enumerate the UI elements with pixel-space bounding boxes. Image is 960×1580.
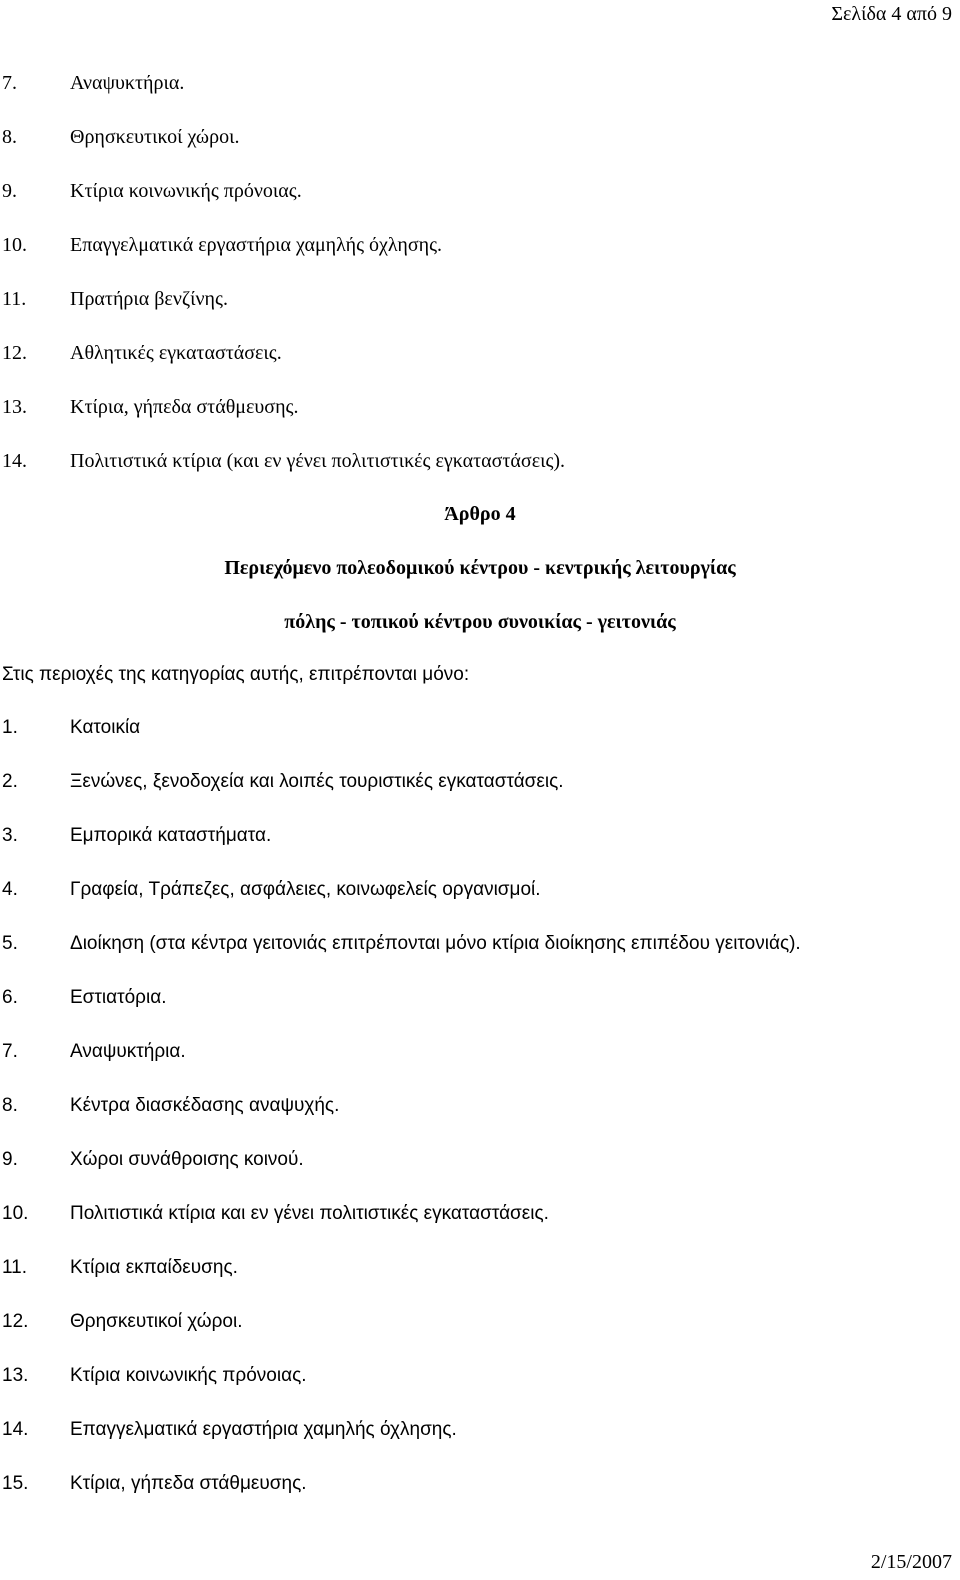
list-item <box>0 1133 960 1187</box>
list-item-text: Γραφεία, Τράπεζες, ασφάλειες, κοινωφελείς οργανισμοί. <box>70 879 541 900</box>
list-item-text: Διοίκηση (στα κέντρα γειτονιάς επιτρέπονται μόνο κτίρια διοίκησης επιπέδου γειτονιάς). <box>70 933 801 954</box>
list-item-number: 10. <box>2 233 27 256</box>
list-item <box>0 272 960 326</box>
list-item-text: Ξενώνες, ξενοδοχεία και λοιπές τουριστικές εγκαταστάσεις. <box>70 771 564 792</box>
article-subtitle-line1: Περιεχόμενο πολεοδομικού κέντρου - κεντρικής λειτουργίας <box>224 557 736 579</box>
list-item <box>0 1187 960 1241</box>
list-item-text: Πρατήρια βενζίνης. <box>70 287 228 310</box>
page-number: Σελίδα 4 από 9 <box>831 3 952 25</box>
list-item-text: Αθλητικές εγκαταστάσεις. <box>70 341 282 364</box>
list-item-number: 11. <box>2 287 27 310</box>
article-title: Άρθρο 4 <box>444 503 516 525</box>
list-item-text: Κέντρα διασκέδασης αναψυχής. <box>70 1095 340 1116</box>
list-item <box>0 917 960 971</box>
list-item <box>0 863 960 917</box>
list-item-number: 15. <box>2 1473 29 1494</box>
list-item-number: 7. <box>2 71 17 94</box>
list-item <box>0 434 960 488</box>
list-item <box>0 380 960 434</box>
list-item <box>0 809 960 863</box>
list-item-number: 5. <box>2 933 18 954</box>
list-item-number: 8. <box>2 1095 18 1116</box>
list-item-text: Εστιατόρια. <box>70 987 167 1008</box>
list-item-number: 7. <box>2 1041 18 1062</box>
list-item-number: 4. <box>2 879 18 900</box>
list-item <box>0 1349 960 1403</box>
list-item <box>0 755 960 809</box>
list-item-text: Αναψυκτήρια. <box>70 71 185 94</box>
list-item-number: 1. <box>2 717 18 738</box>
list-item-text: Χώροι συνάθροισης κοινού. <box>70 1149 304 1170</box>
list-item-number: 12. <box>2 341 27 364</box>
list-item-text: Επαγγελματικά εργαστήρια χαμηλής όχλησης. <box>70 1419 457 1440</box>
permitted-uses-list <box>0 701 960 1511</box>
list-item-number: 11. <box>2 1257 28 1278</box>
list-item <box>0 1079 960 1133</box>
list-item-text: Θρησκευτικοί χώροι. <box>70 125 240 148</box>
article-subtitle-line2: πόλης - τοπικού κέντρου συνοικίας - γειτονιάς <box>284 611 676 633</box>
list-item <box>0 701 960 755</box>
list-item <box>0 1457 960 1511</box>
list-item-number: 9. <box>2 179 17 202</box>
list-item <box>0 1241 960 1295</box>
list-item <box>0 1025 960 1079</box>
list-item-text: Εμπορικά καταστήματα. <box>70 825 272 846</box>
list-item <box>0 1403 960 1457</box>
list-item-text: Αναψυκτήρια. <box>70 1041 186 1062</box>
list-item <box>0 218 960 272</box>
footer-date: 2/15/2007 <box>870 1551 952 1573</box>
list-item-text: Επαγγελματικά εργαστήρια χαμηλής όχλησης. <box>70 233 443 256</box>
list-item <box>0 326 960 380</box>
list-item-text: Κτίρια κοινωνικής πρόνοιας. <box>70 1365 307 1386</box>
list-item-text: Κτίρια, γήπεδα στάθμευσης. <box>70 395 299 418</box>
list-item <box>0 1295 960 1349</box>
intro-paragraph: Στις περιοχές της κατηγορίας αυτής, επιτρέπονται μόνο: <box>2 664 470 685</box>
list-item-text: Κτίρια εκπαίδευσης. <box>70 1257 238 1278</box>
list-item-text: Κτίρια κοινωνικής πρόνοιας. <box>70 179 302 202</box>
list-item-number: 9. <box>2 1149 18 1170</box>
list-item-text: Θρησκευτικοί χώροι. <box>70 1311 243 1332</box>
list-item <box>0 110 960 164</box>
list-item-text: Πολιτιστικά κτίρια (και εν γένει πολιτιστικές εγκαταστάσεις). <box>70 449 566 472</box>
list-item <box>0 56 960 110</box>
list-item-number: 10. <box>2 1203 29 1224</box>
list-item-number: 14. <box>2 449 27 472</box>
uses-list-continued <box>0 56 960 488</box>
list-item-text: Κατοικία <box>70 717 141 738</box>
list-item-number: 13. <box>2 1365 29 1386</box>
list-item-number: 2. <box>2 771 18 792</box>
list-item-number: 13. <box>2 395 27 418</box>
list-item-number: 14. <box>2 1419 29 1440</box>
list-item-number: 8. <box>2 125 17 148</box>
list-item <box>0 164 960 218</box>
list-item-text: Κτίρια, γήπεδα στάθμευσης. <box>70 1473 307 1494</box>
list-item <box>0 971 960 1025</box>
list-item-number: 12. <box>2 1311 29 1332</box>
list-item-number: 6. <box>2 987 18 1008</box>
list-item-text: Πολιτιστικά κτίρια και εν γένει πολιτιστικές εγκαταστάσεις. <box>70 1203 549 1224</box>
list-item-number: 3. <box>2 825 18 846</box>
